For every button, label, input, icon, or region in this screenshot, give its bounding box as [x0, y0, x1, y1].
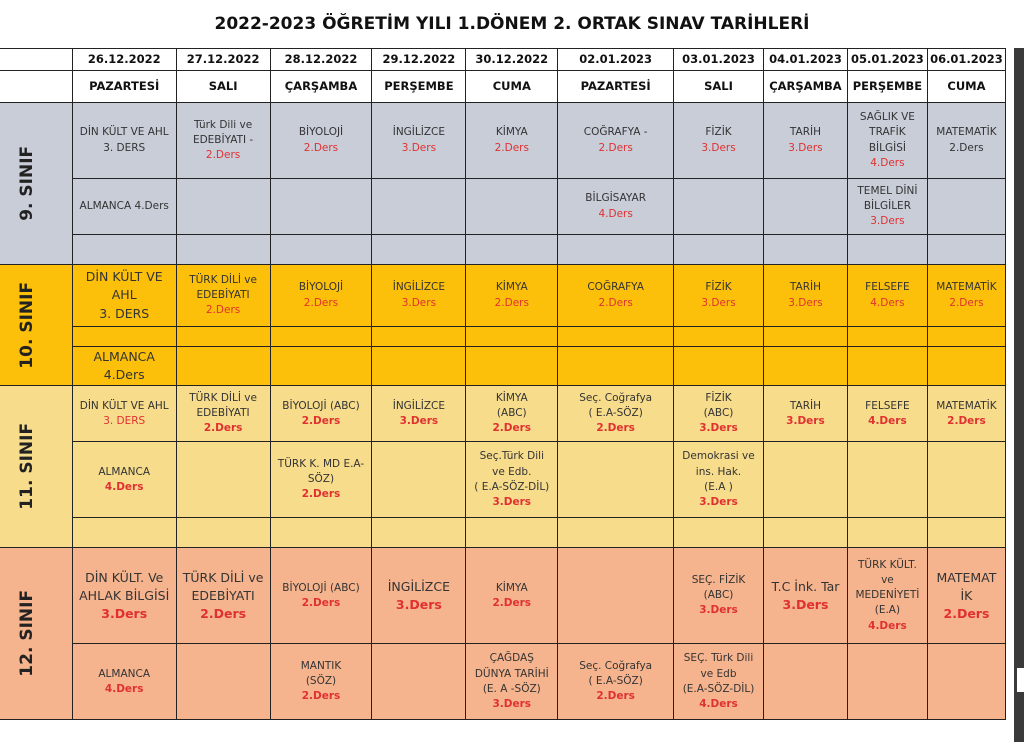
- grade-row: [0, 179, 1006, 235]
- empty-cell: [270, 347, 372, 386]
- grade-label-text: 9. SINIF: [17, 146, 38, 221]
- exam-subject: MATEMATİK 2.Ders: [936, 126, 997, 154]
- exam-schedule-table: [0, 48, 1006, 720]
- date-header: 05.01.2023: [847, 49, 927, 71]
- corner-cell: [0, 71, 72, 103]
- empty-cell: [466, 518, 558, 548]
- exam-cell: [372, 386, 466, 442]
- exam-period: 2.Ders: [303, 296, 339, 309]
- sheet-edge: [1014, 48, 1024, 742]
- empty-cell: [176, 347, 270, 386]
- exam-period: 2.Ders: [494, 141, 529, 154]
- empty-cell: [927, 518, 1005, 548]
- exam-subject: DİN KÜLT VE AHL 3. DERS: [79, 126, 169, 154]
- exam-cell: [763, 386, 847, 442]
- exam-subject: İNGİLİZCE: [392, 399, 446, 412]
- exam-cell: [270, 179, 372, 235]
- exam-cell: [270, 103, 372, 179]
- exam-cell: [72, 265, 176, 327]
- exam-subject: BİLGİSAYAR: [585, 192, 646, 205]
- exam-period: 2.Ders: [301, 690, 341, 703]
- exam-cell: [558, 179, 674, 235]
- grade-label-text: 10. SINIF: [17, 281, 38, 369]
- exam-period: 2.Ders: [947, 414, 986, 427]
- exam-period: 3.Ders: [701, 296, 736, 309]
- exam-period: 2.Ders: [596, 690, 635, 703]
- empty-cell: [847, 347, 927, 386]
- exam-subject: ÇAĞDAŞ DÜNYA TARİHİ (E. A -SÖZ): [474, 652, 549, 695]
- exam-period: 2.Ders: [492, 596, 532, 609]
- empty-cell: [927, 347, 1005, 386]
- exam-subject: TARİH: [789, 126, 821, 139]
- exam-subject: MATEMATİK: [936, 281, 997, 294]
- day-header: CUMA: [927, 71, 1005, 103]
- grade-label: [0, 548, 72, 720]
- exam-cell: [270, 386, 372, 442]
- exam-cell: [72, 179, 176, 235]
- exam-cell: [927, 103, 1005, 179]
- date-header: 04.01.2023: [763, 49, 847, 71]
- exam-cell: [176, 644, 270, 720]
- exam-cell: [466, 442, 558, 518]
- exam-period: 4.Ders: [868, 414, 907, 427]
- exam-period: 3.Ders: [870, 215, 905, 228]
- exam-cell: [72, 347, 176, 386]
- day-header: ÇARŞAMBA: [763, 71, 847, 103]
- exam-cell: [558, 644, 674, 720]
- date-header: 28.12.2022: [270, 49, 372, 71]
- exam-subject: FİZİK: [705, 281, 732, 294]
- exam-cell: [176, 548, 270, 644]
- exam-cell: [270, 644, 372, 720]
- empty-cell: [270, 235, 372, 265]
- exam-subject: FELSEFE: [865, 399, 910, 412]
- exam-cell: [763, 548, 847, 644]
- grade-label-text: 12. SINIF: [17, 590, 38, 678]
- exam-subject: İNGİLİZCE: [387, 578, 450, 594]
- exam-cell: [763, 442, 847, 518]
- exam-cell: [674, 103, 764, 179]
- exam-cell: [847, 103, 927, 179]
- exam-subject: TÜRK K. MD E.A- SÖZ): [277, 457, 365, 486]
- exam-subject: TEMEL DİNİ BİLGİLER: [857, 184, 918, 212]
- date-header: 30.12.2022: [466, 49, 558, 71]
- grade-label: [0, 386, 72, 548]
- exam-subject: DİN KÜLT VE AHL: [79, 399, 169, 412]
- exam-period: 3.Ders: [699, 495, 738, 508]
- exam-subject: COĞRAFYA -: [583, 126, 648, 139]
- empty-cell: [927, 235, 1005, 265]
- exam-period: 2.Ders: [492, 422, 532, 435]
- exam-subject: ALMANCA 4.Ders: [93, 349, 155, 383]
- grade-row: [0, 265, 1006, 327]
- exam-cell: [558, 265, 674, 327]
- exam-subject: BİYOLOJİ (ABC): [282, 399, 360, 412]
- exam-subject: BİYOLOJİ: [298, 281, 344, 294]
- exam-period: 3.Ders: [401, 296, 437, 309]
- grade-row: [0, 548, 1006, 644]
- sheet-edge-marker: [1017, 668, 1024, 692]
- date-header: 06.01.2023: [927, 49, 1005, 71]
- exam-cell: [927, 265, 1005, 327]
- exam-period: 4.Ders: [104, 480, 144, 493]
- exam-period: 3.Ders: [401, 141, 437, 154]
- exam-cell: [372, 265, 466, 327]
- exam-cell: [466, 644, 558, 720]
- exam-cell: [466, 103, 558, 179]
- exam-cell: [466, 265, 558, 327]
- exam-subject: TÜRK DİLİ ve EDEBİYATI: [189, 273, 257, 301]
- empty-cell: [558, 518, 674, 548]
- exam-cell: [176, 103, 270, 179]
- exam-period: 3.Ders: [699, 604, 738, 617]
- day-header-row: [0, 71, 1006, 103]
- empty-cell: [763, 235, 847, 265]
- exam-period: 2.Ders: [303, 141, 339, 154]
- exam-cell: [466, 179, 558, 235]
- exam-subject: Seç. Coğrafya ( E.A-SÖZ): [579, 659, 653, 688]
- grade-label: [0, 265, 72, 386]
- exam-period: 2.Ders: [301, 596, 341, 609]
- exam-cell: [466, 386, 558, 442]
- exam-cell: [763, 103, 847, 179]
- corner-cell: [0, 49, 72, 71]
- empty-cell: [558, 327, 674, 347]
- exam-cell: [72, 548, 176, 644]
- exam-cell: [674, 179, 764, 235]
- empty-cell: [466, 347, 558, 386]
- empty-cell: [674, 327, 764, 347]
- exam-subject: BİYOLOJİ: [298, 126, 344, 139]
- exam-cell: [927, 386, 1005, 442]
- exam-cell: [847, 179, 927, 235]
- empty-cell: [927, 327, 1005, 347]
- empty-cell: [763, 327, 847, 347]
- exam-period: 3.Ders: [399, 414, 439, 427]
- exam-cell: [176, 386, 270, 442]
- empty-cell: [558, 235, 674, 265]
- exam-period: 3.Ders: [786, 414, 825, 427]
- exam-cell: [927, 442, 1005, 518]
- empty-cell: [558, 347, 674, 386]
- exam-cell: [674, 548, 764, 644]
- empty-cell: [270, 327, 372, 347]
- empty-cell: [176, 518, 270, 548]
- grade-row: [0, 644, 1006, 720]
- exam-period: 3.Ders: [699, 422, 738, 435]
- exam-subject: DİN KÜLT VE AHL 3. DERS: [85, 269, 163, 321]
- exam-subject: TARİH: [789, 399, 821, 412]
- exam-subject: Türk Dili ve EDEBİYATI -: [192, 118, 254, 146]
- exam-subject: Seç.Türk Dili ve Edb. ( E.A-SÖZ-DİL): [474, 450, 550, 493]
- exam-cell: [558, 442, 674, 518]
- exam-cell: [847, 386, 927, 442]
- exam-subject: SAĞLIK VE TRAFİK BİLGİSİ: [859, 111, 915, 154]
- exam-subject: FELSEFE: [865, 281, 910, 294]
- grade-row: [0, 386, 1006, 442]
- exam-cell: [763, 644, 847, 720]
- empty-cell: [674, 347, 764, 386]
- exam-period: 3.Ders: [701, 141, 736, 154]
- day-header: PAZARTESİ: [72, 71, 176, 103]
- exam-cell: [270, 265, 372, 327]
- exam-subject: TÜRK DİLİ ve EDEBİYATI: [182, 569, 264, 603]
- empty-cell: [674, 235, 764, 265]
- spacer-row: [0, 327, 1006, 347]
- exam-cell: [372, 644, 466, 720]
- spacer-row: [0, 235, 1006, 265]
- exam-cell: [763, 265, 847, 327]
- exam-subject: Seç. Coğrafya ( E.A-SÖZ): [579, 391, 653, 420]
- exam-cell: [372, 179, 466, 235]
- empty-cell: [72, 518, 176, 548]
- exam-cell: [72, 442, 176, 518]
- exam-subject: MATEMATİK: [936, 399, 997, 412]
- exam-period: 2.Ders: [301, 488, 341, 501]
- exam-cell: [674, 442, 764, 518]
- exam-cell: [847, 442, 927, 518]
- exam-period: 2.Ders: [598, 141, 633, 154]
- exam-cell: [674, 644, 764, 720]
- exam-cell: [270, 442, 372, 518]
- exam-cell: [176, 442, 270, 518]
- day-header: SALI: [674, 71, 764, 103]
- exam-subject: ALMANCA: [98, 465, 151, 478]
- exam-cell: [176, 179, 270, 235]
- grade-row: [0, 103, 1006, 179]
- exam-period: 3.Ders: [788, 141, 823, 154]
- exam-cell: [558, 103, 674, 179]
- exam-subject: KİMYA (ABC): [495, 391, 528, 420]
- exam-period: 2.Ders: [949, 296, 984, 309]
- exam-cell: [372, 442, 466, 518]
- date-header-row: [0, 49, 1006, 71]
- grade-row: [0, 442, 1006, 518]
- empty-cell: [72, 235, 176, 265]
- exam-period: 2.Ders: [943, 605, 990, 621]
- empty-cell: [176, 327, 270, 347]
- exam-cell: [72, 103, 176, 179]
- exam-period: 2.Ders: [596, 422, 635, 435]
- exam-period: 2.Ders: [200, 605, 247, 621]
- empty-cell: [466, 327, 558, 347]
- exam-cell: [270, 548, 372, 644]
- exam-period: 2.Ders: [494, 296, 529, 309]
- grade-row: [0, 347, 1006, 386]
- exam-subject: SEÇ. FİZİK (ABC): [691, 573, 746, 602]
- date-header: 26.12.2022: [72, 49, 176, 71]
- exam-period: 3.Ders: [788, 296, 823, 309]
- exam-cell: [674, 265, 764, 327]
- exam-subject: MANTIK (SÖZ): [300, 659, 342, 688]
- exam-period: 4.Ders: [868, 619, 907, 632]
- empty-cell: [372, 327, 466, 347]
- date-header: 03.01.2023: [674, 49, 764, 71]
- exam-subject: TÜRK DİLİ ve EDEBİYATI: [189, 391, 257, 420]
- exam-period: 2.Ders: [301, 414, 341, 427]
- exam-cell: [927, 179, 1005, 235]
- exam-cell: [72, 644, 176, 720]
- exam-period: 2.Ders: [598, 296, 633, 309]
- exam-period: 4.Ders: [598, 207, 633, 220]
- grade-label-text: 11. SINIF: [17, 423, 38, 511]
- exam-period: 4.Ders: [104, 682, 144, 695]
- exam-subject: BİYOLOJİ (ABC): [282, 581, 360, 594]
- exam-period: 3.Ders: [395, 596, 442, 612]
- exam-subject: FİZİK: [705, 126, 732, 139]
- grade-label: [0, 103, 72, 265]
- empty-cell: [847, 235, 927, 265]
- exam-cell: [927, 644, 1005, 720]
- exam-subject: TARİH: [789, 281, 821, 294]
- exam-cell: [558, 548, 674, 644]
- exam-cell: [372, 103, 466, 179]
- exam-subject: TÜRK KÜLT. ve MEDENİYETİ (E.A): [855, 558, 920, 617]
- exam-period: 4.Ders: [870, 156, 905, 169]
- exam-cell: [466, 548, 558, 644]
- exam-subject: T.C İnk. Tar: [771, 578, 840, 594]
- exam-period: 4.Ders: [870, 296, 905, 309]
- empty-cell: [763, 518, 847, 548]
- exam-cell: [847, 548, 927, 644]
- exam-cell: [847, 644, 927, 720]
- day-header: PERŞEMBE: [847, 71, 927, 103]
- empty-cell: [372, 235, 466, 265]
- empty-cell: [466, 235, 558, 265]
- empty-cell: [674, 518, 764, 548]
- exam-period: 3.Ders: [492, 495, 532, 508]
- exam-cell: [927, 548, 1005, 644]
- day-header: ÇARŞAMBA: [270, 71, 372, 103]
- day-header: SALI: [176, 71, 270, 103]
- day-header: PAZARTESİ: [558, 71, 674, 103]
- exam-period: 2.Ders: [205, 149, 241, 162]
- date-header: 27.12.2022: [176, 49, 270, 71]
- exam-cell: [558, 386, 674, 442]
- exam-cell: [847, 265, 927, 327]
- exam-cell: [372, 548, 466, 644]
- exam-subject: SEÇ. Türk Dili ve Edb (E.A-SÖZ-DİL): [682, 652, 755, 695]
- exam-cell: [72, 386, 176, 442]
- exam-period: 2.Ders: [205, 304, 241, 317]
- day-header: CUMA: [466, 71, 558, 103]
- exam-subject: COĞRAFYA: [587, 281, 644, 294]
- exam-period: 4.Ders: [699, 697, 738, 710]
- date-header: 02.01.2023: [558, 49, 674, 71]
- exam-subject: Demokrasi ve ins. Hak. (E.A ): [682, 450, 755, 493]
- empty-cell: [372, 518, 466, 548]
- empty-cell: [176, 235, 270, 265]
- exam-cell: [176, 265, 270, 327]
- empty-cell: [72, 327, 176, 347]
- exam-cell: [763, 179, 847, 235]
- date-header: 29.12.2022: [372, 49, 466, 71]
- exam-subject: DİN KÜLT. Ve AHLAK BİLGİSİ: [79, 569, 170, 603]
- exam-subject: İNGİLİZCE: [392, 281, 446, 294]
- empty-cell: [847, 327, 927, 347]
- day-header: PERŞEMBE: [372, 71, 466, 103]
- exam-period: 3. DERS: [103, 414, 146, 427]
- exam-period: 2.Ders: [203, 422, 243, 435]
- exam-subject: ALMANCA 4.Ders: [79, 199, 169, 212]
- empty-cell: [270, 518, 372, 548]
- page-title: 2022-2023 ÖĞRETİM YILI 1.DÖNEM 2. ORTAK SINAV TARİHLERİ: [214, 14, 810, 34]
- exam-subject: KİMYA: [495, 581, 528, 594]
- exam-period: 3.Ders: [101, 605, 148, 621]
- exam-subject: İNGİLİZCE: [392, 126, 446, 139]
- empty-cell: [763, 347, 847, 386]
- exam-subject: ALMANCA: [98, 667, 151, 680]
- exam-period: 3.Ders: [782, 596, 829, 612]
- exam-subject: KİMYA: [495, 126, 528, 139]
- exam-subject: MATEMAT İK: [936, 569, 997, 603]
- spacer-row: [0, 518, 1006, 548]
- empty-cell: [372, 347, 466, 386]
- exam-subject: KİMYA: [495, 281, 528, 294]
- empty-cell: [847, 518, 927, 548]
- exam-cell: [674, 386, 764, 442]
- exam-period: 3.Ders: [492, 697, 532, 710]
- exam-subject: FİZİK (ABC): [703, 391, 734, 420]
